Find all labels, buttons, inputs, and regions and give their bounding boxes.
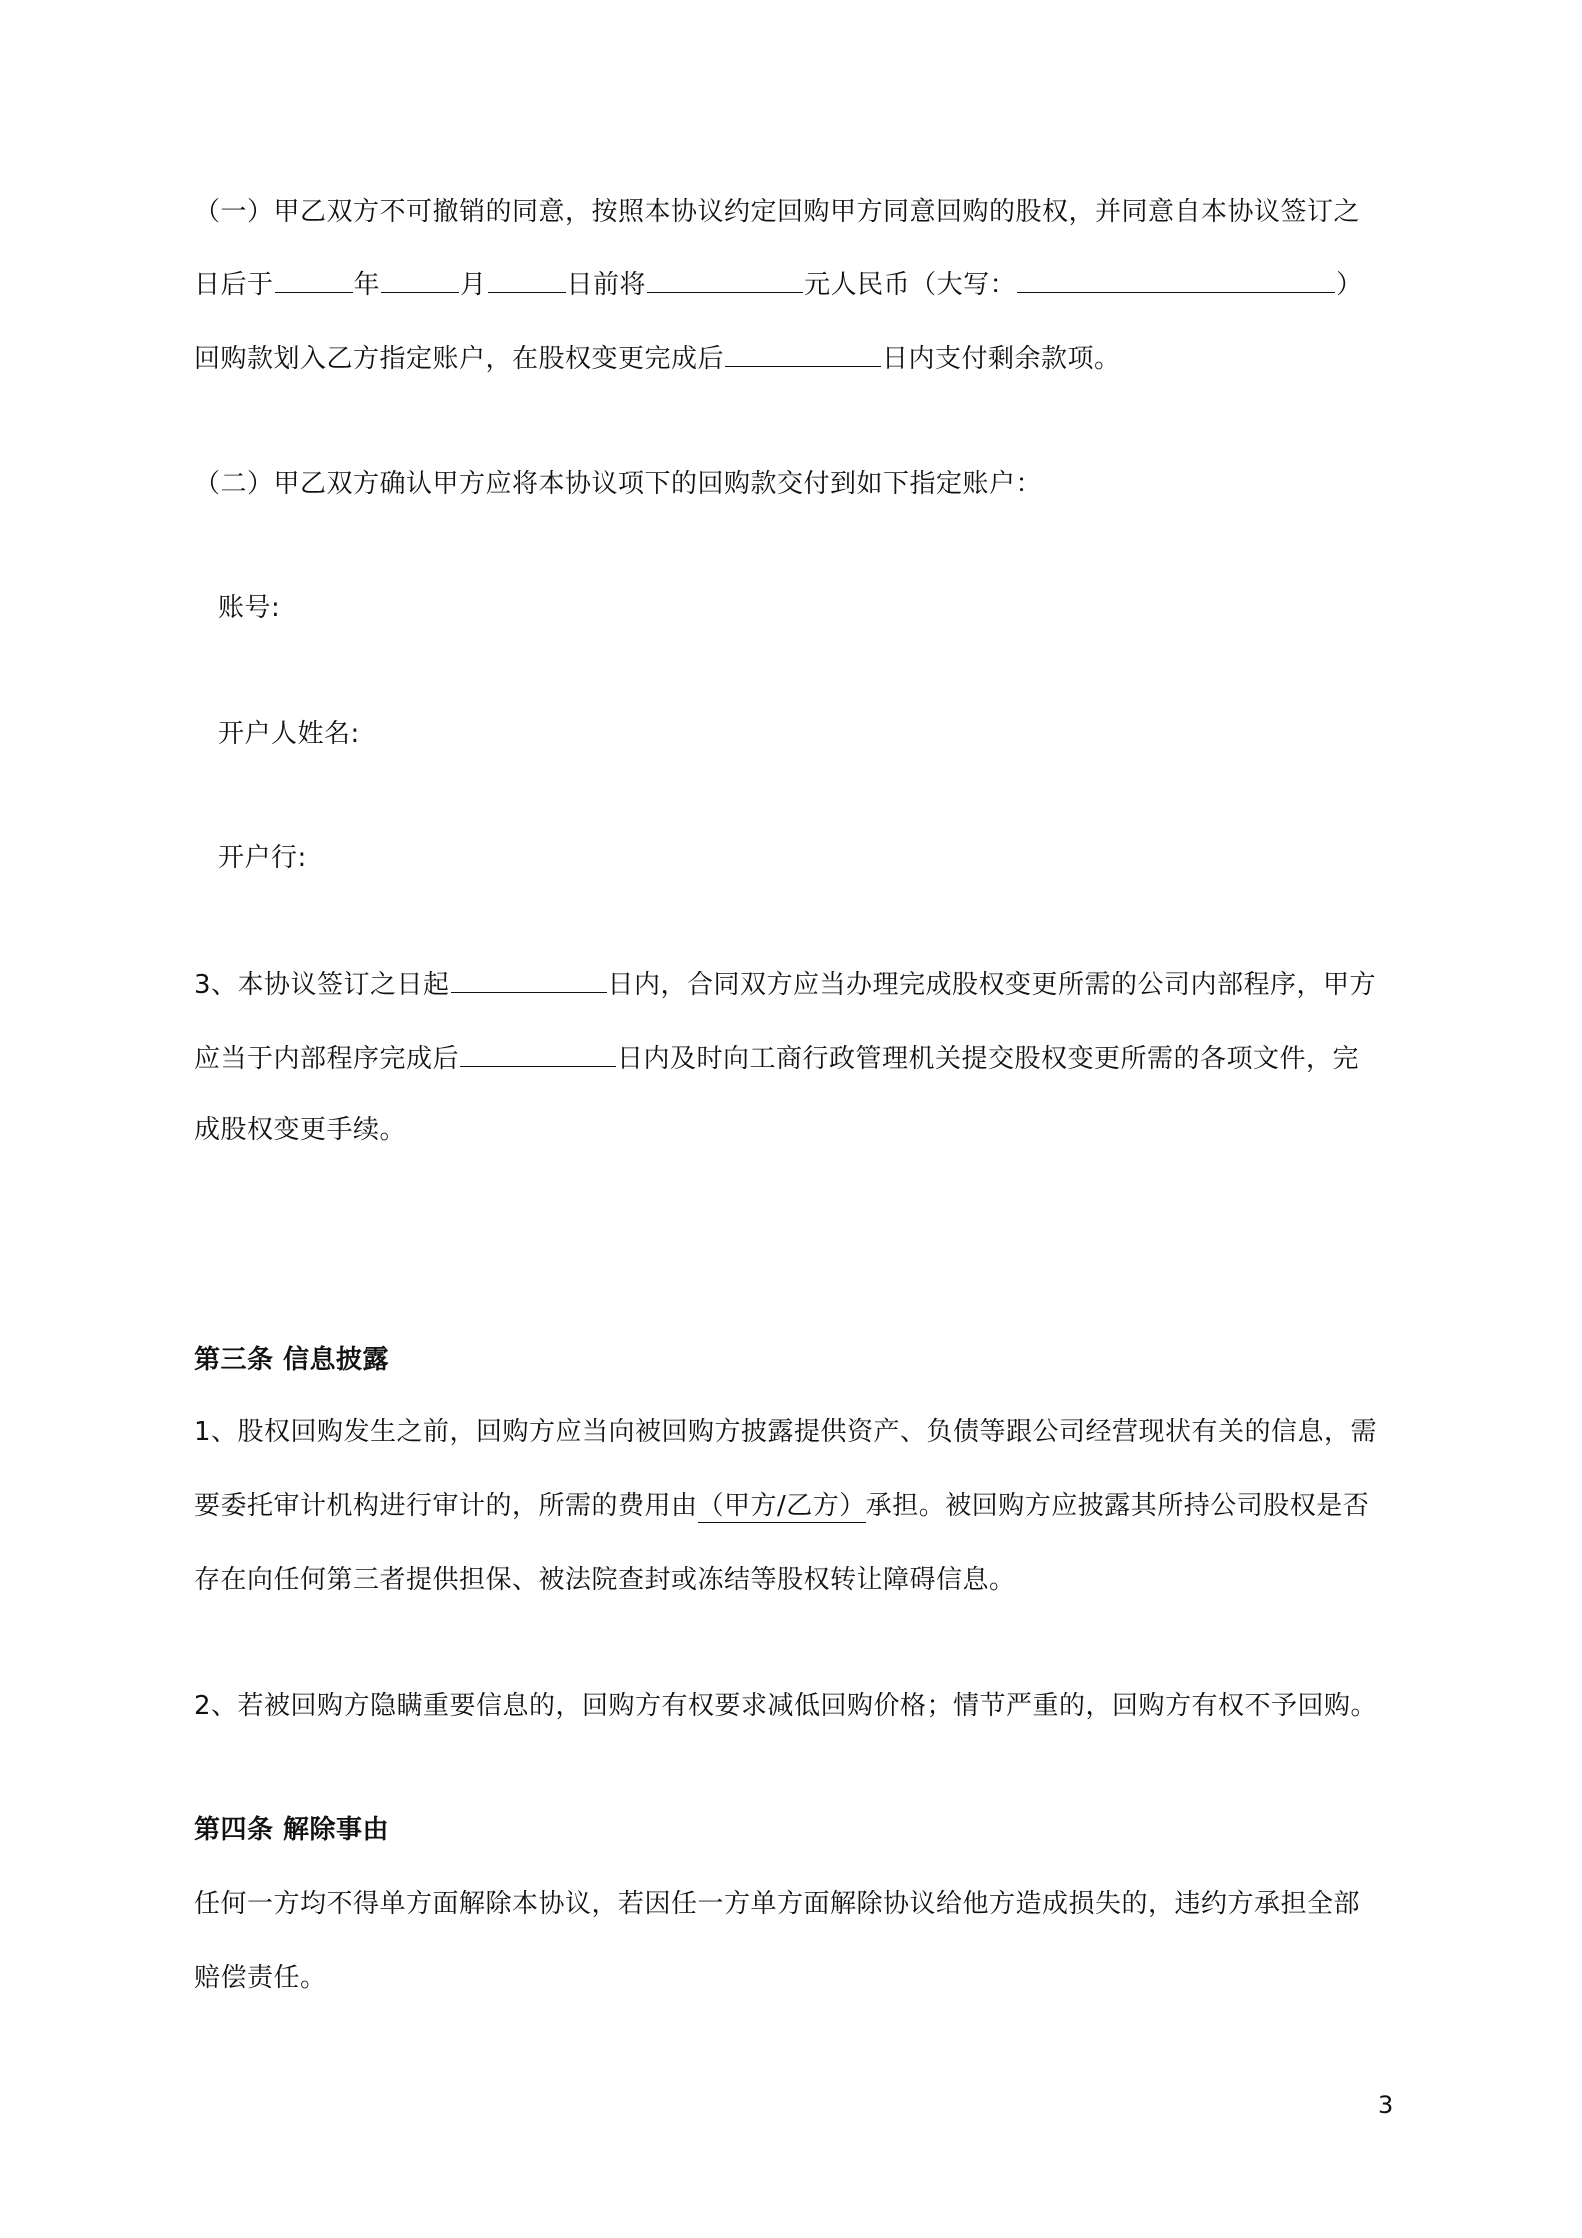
text-fragment: 年 [353,270,381,300]
text-fragment: 日内，合同双方应当办理完成股权变更所需的公司内部程序，甲方 [607,970,1377,1000]
text-fragment: 日内及时向工商行政管理机关提交股权变更所需的各项文件，完 [617,1044,1360,1074]
page-number: 3 [1378,2091,1394,2119]
article3-p1-line3: 存在向任何第三者提供担保、被法院查封或冻结等股权转让障碍信息。 [194,1565,1016,1595]
text-fragment: 日内支付剩余款项。 [882,344,1121,374]
item3-line1 [194,966,1376,1003]
year-blank [275,266,353,293]
days-blank [725,340,881,367]
article4-line2: 赔偿责任。 [194,1963,327,1993]
amount-words-blank [1017,266,1335,293]
article3-p2: 2、若被回购方隐瞒重要信息的，回购方有权要求减低回购价格；情节严重的，回购方有权不予回购。 [194,1691,1378,1721]
item3-line2 [194,1040,1359,1077]
days-blank [451,966,607,993]
section-one-line1: （一）甲乙双方不可撤销的同意，按照本协议约定回购甲方同意回购的股权，并同意自本协议签订之 [194,197,1361,227]
fee-payer-choice: （甲方/乙方） [697,1491,866,1521]
section-two-line1: （二）甲乙双方确认甲方应将本协议项下的回购款交付到如下指定账户： [194,469,1043,499]
day-blank [488,266,566,293]
text-fragment: 应当于内部程序完成后 [194,1044,460,1074]
text-fragment: 元人民币（大写： [804,270,1017,300]
bank-label: 开户行: [218,843,307,873]
text-fragment: ） [1336,270,1363,300]
account-number-label: 账号: [218,593,281,623]
days-blank [460,1040,616,1067]
section-one-line3 [194,340,1121,377]
account-holder-label: 开户人姓名: [218,719,360,749]
article3-heading: 第三条 信息披露 [194,1345,390,1375]
month-blank [381,266,459,293]
item3-line3: 成股权变更手续。 [194,1115,407,1145]
text-fragment: 要委托审计机构进行审计的，所需的费用由 [194,1491,698,1521]
article4-heading: 第四条 解除事由 [194,1815,390,1845]
text-fragment: 承担。被回购方应披露其所持公司股权是否 [865,1491,1370,1521]
text-fragment: 日后于 [194,270,274,300]
article3-p1-line2 [194,1488,1369,1524]
article3-p1-line1: 1、股权回购发生之前，回购方应当向被回购方披露提供资产、负债等跟公司经营现状有关的信息，需 [194,1417,1378,1447]
text-fragment: 日前将 [566,270,647,300]
article4-line1: 任何一方均不得单方面解除本协议，若因任一方单方面解除协议给他方造成损失的，违约方承担全部 [194,1889,1361,1919]
text-fragment: 3、本协议签订之日起 [194,970,450,1000]
amount-blank [647,266,803,293]
section-one-line2 [194,266,1363,303]
text-fragment: 月 [460,270,487,300]
text-fragment: 回购款划入乙方指定账户，在股权变更完成后 [194,344,725,374]
